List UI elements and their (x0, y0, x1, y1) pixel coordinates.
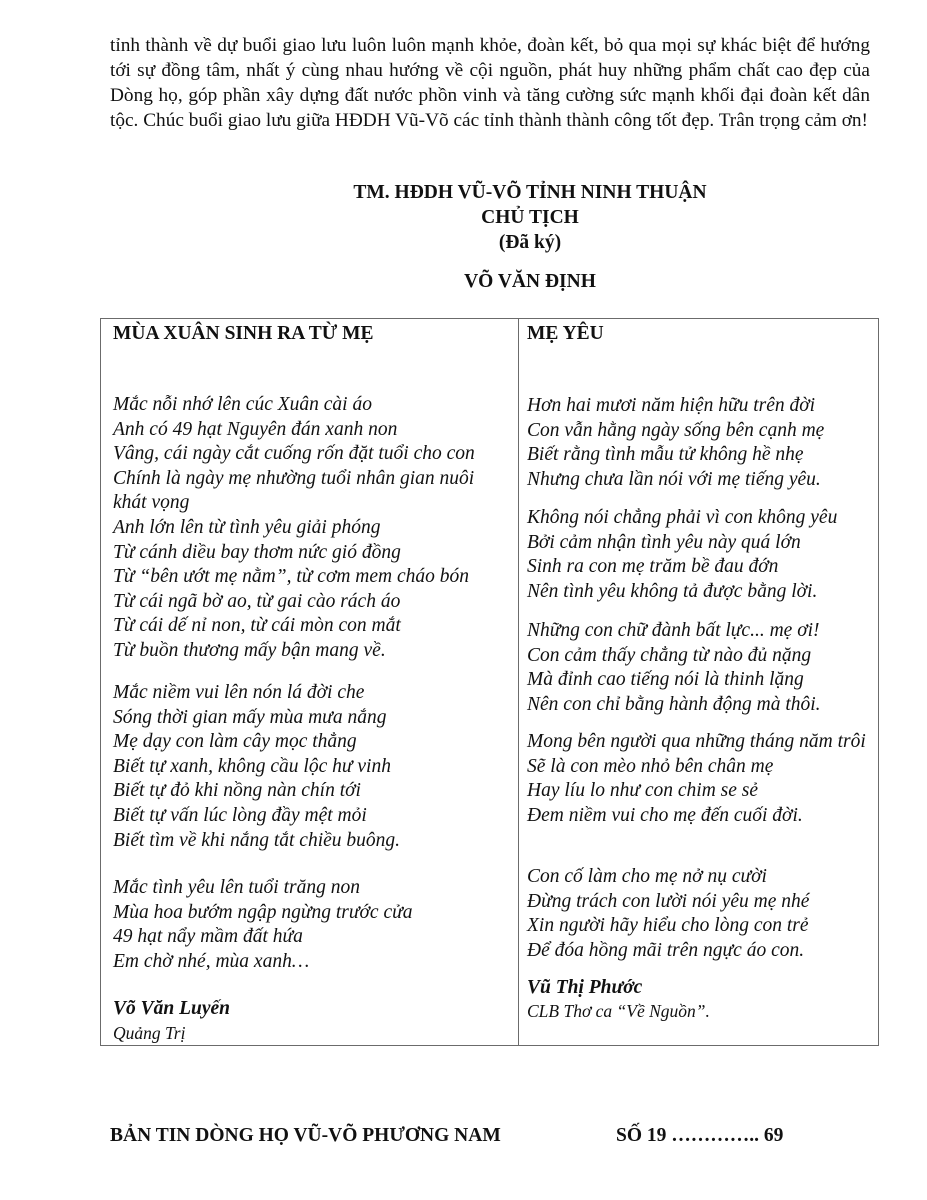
poem-line: Từ cái dế nỉ non, từ cái mòn con mắt (113, 615, 401, 637)
poem-line: Anh có 49 hạt Nguyên đán xanh non (113, 418, 398, 440)
column-divider (518, 319, 519, 1045)
poem-right-author: Vũ Thị Phước (527, 977, 643, 998)
poems-table (100, 318, 879, 1046)
signature-name: VÕ VĂN ĐỊNH (464, 271, 596, 292)
poem-right-stanza-5 (527, 865, 809, 963)
poem-line: Từ cái ngã bờ ao, từ gai cào rách áo (113, 590, 401, 612)
poem-line: Mắc nỗi nhớ lên cúc Xuân cài áo (113, 394, 372, 415)
poem-line: Con cảm thấy chẳng từ nào đủ nặng (527, 644, 812, 666)
poem-line: Từ cánh diều bay thơm nức gió đồng (113, 541, 401, 563)
poem-line: Bởi cảm nhận tình yêu này quá lớn (527, 531, 801, 553)
poem-line: Em chờ nhé, mùa xanh… (113, 950, 310, 972)
poem-right-stanza-3 (527, 619, 821, 717)
poem-left-title: MÙA XUÂN SINH RA TỪ MẸ (113, 323, 374, 344)
poem-line: Sóng thời gian mấy mùa mưa nắng (113, 706, 387, 728)
poem-line: Chính là ngày mẹ nhường tuổi nhân gian nuôi khát vọng (113, 467, 475, 514)
poem-line: Sẽ là con mèo nhỏ bên chân mẹ (527, 755, 774, 777)
poem-line: Từ “bên ướt mẹ nằm”, từ cơm mem cháo bón (113, 566, 470, 588)
poem-right-stanza-4 (527, 730, 867, 828)
poem-line: Mắc tình yêu lên tuổi trăng non (113, 877, 360, 898)
poem-line: Hơn hai mươi năm hiện hữu trên đời (527, 395, 816, 416)
poem-line: Biết tìm về khi nắng tắt chiều buông. (113, 829, 401, 851)
poem-line: Con cố làm cho mẹ nở nụ cười (527, 866, 767, 887)
poem-line: 49 hạt nẩy mầm đất hứa (113, 926, 303, 948)
poem-line: Những con chữ đành bất lực... mẹ ơi! (527, 620, 820, 641)
poem-left-place: Quảng Trị (113, 1023, 186, 1043)
poem-left-stanza-1 (113, 393, 508, 664)
poem-line: Sinh ra con mẹ trăm bề đau đớn (527, 556, 779, 578)
footer-publication: BẢN TIN DÒNG HỌ VŨ-VÕ PHƯƠNG NAM (110, 1125, 501, 1146)
signature-title: CHỦ TỊCH (481, 207, 579, 228)
poem-line: Mong bên người qua những tháng năm trôi (527, 731, 866, 752)
signature-note: (Đã ký) (498, 232, 562, 253)
poem-left-author: Võ Văn Luyến (113, 998, 231, 1019)
poem-left-stanza-2 (113, 681, 400, 853)
poem-line: Mùa hoa bướm ngập ngừng trước cửa (113, 901, 413, 923)
poem-line: Để đóa hồng mãi trên ngực áo con. (527, 939, 805, 961)
poem-line: Mà đỉnh cao tiếng nói là thinh lặng (527, 669, 804, 691)
poem-line: Anh lớn lên từ tình yêu giải phóng (113, 516, 381, 538)
poem-line: Mẹ dạy con làm cây mọc thẳng (113, 731, 357, 753)
poem-right-stanza-1 (527, 394, 824, 492)
poem-line: Biết rằng tình mẫu tử không hề nhẹ (527, 444, 804, 466)
poem-line: Đừng trách con lười nói yêu mẹ nhé (527, 890, 810, 912)
poem-line: Mắc niềm vui lên nón lá đời che (113, 682, 365, 703)
poem-right-place: CLB Thơ ca “Về Nguồn”. (527, 1001, 710, 1021)
signature-organization: TM. HĐDH VŨ-VÕ TỈNH NINH THUẬN (353, 182, 707, 203)
poem-line: Xin người hãy hiểu cho lòng con trẻ (527, 915, 809, 937)
poem-left-stanza-3 (113, 876, 413, 974)
poem-line: Nên con chỉ bằng hành động mà thôi. (527, 693, 821, 715)
intro-paragraph (110, 33, 870, 133)
poem-line: Vâng, cái ngày cắt cuống rốn đặt tuổi cho con (113, 443, 475, 465)
poem-line: Không nói chẳng phải vì con không yêu (527, 507, 838, 528)
poem-line: Đem niềm vui cho mẹ đến cuối đời. (527, 804, 803, 826)
poem-line: Biết tự xanh, không cầu lộc hư vinh (113, 755, 391, 777)
poem-line: Nên tình yêu không tả được bằng lời. (527, 580, 818, 602)
intro-text: tỉnh thành về dự buổi giao lưu luôn luôn mạnh khỏe, đoàn kết, bỏ qua mọi sự khác biệt để hướng tới sự đồng tâm, nhất ý cùng nhau hướng về cội nguồn, phát huy những phẩm chất cao đẹp của Dòng họ, góp phần xây dựng đất nước phồn vinh và tăng cường sức mạnh khối đại đoàn kết dân tộc. Chúc buổi giao lưu giữa HĐDH Vũ-Võ các tỉnh thành thành công tốt đẹp. Trân trọng cảm ơn! (110, 35, 870, 131)
poem-line: Từ buồn thương mấy bận mang về. (113, 639, 386, 661)
poem-line: Hay líu lo như con chim se sẻ (527, 780, 759, 802)
poem-right-title: MẸ YÊU (527, 323, 604, 344)
poem-line: Con vẫn hằng ngày sống bên cạnh mẹ (527, 419, 825, 441)
poem-line: Biết tự đỏ khi nồng nàn chín tới (113, 780, 361, 802)
poem-line: Biết tự vấn lúc lòng đầy mệt mỏi (113, 804, 367, 826)
poem-right-stanza-2 (527, 506, 837, 604)
footer-issue-page: SỐ 19 ………….. 69 (616, 1125, 784, 1146)
poem-line: Nhưng chưa lần nói với mẹ tiếng yêu. (527, 468, 821, 490)
